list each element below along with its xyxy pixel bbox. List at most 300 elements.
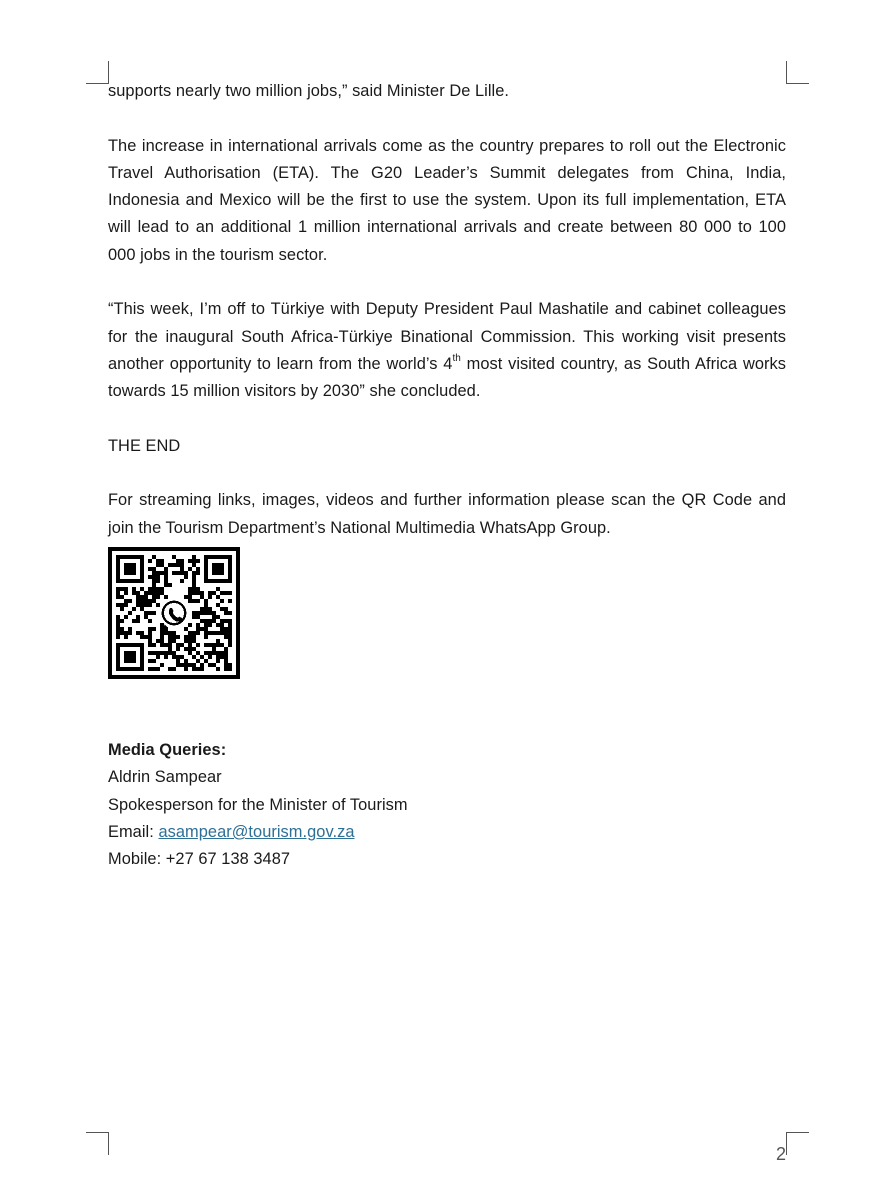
qr-module	[224, 651, 228, 655]
qr-module	[188, 595, 192, 599]
qr-module	[164, 651, 168, 655]
whatsapp-qr-code[interactable]	[108, 547, 240, 679]
qr-module	[208, 651, 212, 655]
contact-mobile: Mobile: +27 67 138 3487	[108, 850, 291, 869]
qr-module	[144, 603, 148, 607]
qr-module	[228, 591, 232, 595]
qr-module	[188, 647, 192, 651]
qr-module	[164, 595, 168, 599]
qr-module	[192, 655, 196, 659]
qr-module	[164, 643, 168, 647]
qr-module	[128, 631, 132, 635]
qr-module	[168, 667, 172, 671]
qr-module	[192, 579, 196, 583]
qr-module	[200, 607, 204, 611]
qr-module	[144, 591, 148, 595]
qr-module	[216, 659, 220, 663]
qr-module	[120, 619, 124, 623]
qr-module	[152, 567, 156, 571]
qr-module	[176, 643, 180, 647]
qr-module	[136, 603, 140, 607]
qr-module	[184, 595, 188, 599]
qr-module	[208, 607, 212, 611]
qr-module	[224, 635, 228, 639]
qr-module	[192, 571, 196, 575]
qr-module	[176, 655, 180, 659]
qr-module	[220, 599, 224, 603]
margin-mark-bottom-left	[86, 1132, 109, 1155]
qr-module	[224, 627, 228, 631]
qr-module	[180, 655, 184, 659]
qr-module	[172, 571, 176, 575]
qr-module	[120, 595, 124, 599]
qr-module	[140, 595, 144, 599]
qr-module	[144, 595, 148, 599]
qr-module	[196, 591, 200, 595]
qr-module	[180, 571, 184, 575]
qr-module	[188, 643, 192, 647]
qr-module	[224, 607, 228, 611]
qr-module	[152, 659, 156, 663]
qr-module	[188, 567, 192, 571]
qr-module	[164, 631, 168, 635]
qr-module	[216, 667, 220, 671]
qr-module	[188, 623, 192, 627]
qr-module	[224, 591, 228, 595]
qr-module	[228, 643, 232, 647]
qr-module	[160, 591, 164, 595]
qr-module	[156, 575, 160, 579]
qr-module	[228, 623, 232, 627]
qr-module	[164, 567, 168, 571]
qr-module	[228, 667, 232, 671]
qr-module	[184, 647, 188, 651]
qr-module	[164, 579, 168, 583]
qr-module	[156, 603, 160, 607]
qr-module	[160, 639, 164, 643]
paragraph-turkiye-text-1: “This week, I’m off to Türkiye with Deputy President Paul Mashatile and cabinet colleagues for the inaugural South Africa-Türkiye Binational Commission. This working visit presents another opportunity to learn from the world’s 4	[108, 300, 786, 373]
qr-module	[136, 615, 140, 619]
qr-module	[192, 631, 196, 635]
contact-name: Aldrin Sampear	[108, 768, 222, 787]
email-link[interactable]: asampear@tourism.gov.za	[158, 822, 355, 841]
qr-module	[224, 655, 228, 659]
qr-module	[192, 587, 196, 591]
qr-module	[160, 651, 164, 655]
qr-module	[152, 555, 156, 559]
media-queries-title: Media Queries:	[108, 741, 227, 760]
qr-module	[216, 631, 220, 635]
qr-module	[172, 655, 176, 659]
qr-module	[148, 619, 152, 623]
qr-module	[220, 643, 224, 647]
qr-module	[156, 563, 160, 567]
qr-module	[144, 611, 148, 615]
qr-module	[152, 611, 156, 615]
qr-module	[192, 615, 196, 619]
qr-module	[208, 611, 212, 615]
qr-module	[172, 635, 176, 639]
qr-module	[184, 659, 188, 663]
qr-module	[192, 575, 196, 579]
qr-module	[216, 655, 220, 659]
qr-module	[188, 635, 192, 639]
qr-module	[144, 615, 148, 619]
paragraph-minister-quote-end: supports nearly two million jobs,” said Minister De Lille.	[108, 82, 509, 100]
qr-module	[208, 623, 212, 627]
qr-module	[120, 627, 124, 631]
qr-module	[196, 587, 200, 591]
qr-module	[208, 619, 212, 623]
qr-module	[148, 651, 152, 655]
qr-module	[172, 639, 176, 643]
qr-module	[140, 587, 144, 591]
qr-module	[156, 655, 160, 659]
qr-module	[196, 627, 200, 631]
qr-module	[132, 591, 136, 595]
qr-module	[156, 591, 160, 595]
qr-module	[164, 575, 168, 579]
ordinal-suffix: th	[452, 352, 461, 364]
qr-module	[216, 643, 220, 647]
qr-module	[160, 559, 164, 563]
qr-module	[216, 623, 220, 627]
qr-module	[204, 631, 208, 635]
qr-module	[176, 647, 180, 651]
qr-module	[124, 591, 128, 595]
qr-module	[224, 659, 228, 663]
email-label: Email:	[108, 822, 159, 841]
margin-mark-top-left	[86, 61, 109, 84]
qr-module	[200, 611, 204, 615]
qr-module	[164, 571, 168, 575]
qr-module	[160, 587, 164, 591]
qr-module	[160, 563, 164, 567]
qr-module	[208, 595, 212, 599]
qr-module	[184, 571, 188, 575]
qr-module	[156, 579, 160, 583]
qr-module	[188, 639, 192, 643]
margin-mark-top-right	[786, 61, 809, 84]
qr-module	[152, 575, 156, 579]
qr-module	[156, 587, 160, 591]
qr-module	[172, 631, 176, 635]
paragraph-eta: The increase in international arrivals come as the country prepares to roll out the Electronic Travel Authorisation (ETA). The G20 Leader’s Summit delegates from China, India, Indonesia and Mexico will be the first to use the system. Upon its full implementation, ETA will lead to an additional 1 million international arrivals and create between 80 000 to 100 000 jobs in the tourism sector.	[108, 136, 786, 264]
qr-module	[212, 591, 216, 595]
qr-module	[212, 647, 216, 651]
qr-module	[224, 619, 228, 623]
qr-module	[184, 575, 188, 579]
qr-module	[216, 587, 220, 591]
qr-module	[220, 651, 224, 655]
qr-module	[152, 587, 156, 591]
qr-module	[176, 563, 180, 567]
qr-module	[192, 563, 196, 567]
qr-module	[192, 591, 196, 595]
qr-module	[148, 639, 152, 643]
qr-module	[144, 635, 148, 639]
qr-module	[152, 571, 156, 575]
qr-module	[200, 591, 204, 595]
qr-module	[160, 643, 164, 647]
qr-module	[148, 631, 152, 635]
qr-module	[164, 655, 168, 659]
qr-module	[196, 631, 200, 635]
qr-module	[124, 599, 128, 603]
qr-module	[132, 607, 136, 611]
qr-module	[120, 631, 124, 635]
qr-module	[160, 663, 164, 667]
qr-module	[156, 651, 160, 655]
media-queries	[108, 737, 786, 873]
qr-module	[172, 563, 176, 567]
qr-module	[176, 559, 180, 563]
document-body	[108, 78, 786, 874]
qr-module	[196, 559, 200, 563]
qr-module	[140, 631, 144, 635]
qr-module	[196, 651, 200, 655]
qr-finder-top-right	[204, 555, 232, 583]
qr-module	[188, 587, 192, 591]
qr-module	[152, 627, 156, 631]
qr-module	[188, 631, 192, 635]
qr-module	[148, 659, 152, 663]
qr-module	[152, 595, 156, 599]
qr-module	[152, 591, 156, 595]
qr-module	[180, 563, 184, 567]
qr-module	[212, 615, 216, 619]
qr-module	[136, 599, 140, 603]
qr-module	[124, 603, 128, 607]
qr-module	[208, 655, 212, 659]
qr-module	[148, 587, 152, 591]
qr-module	[196, 571, 200, 575]
qr-module	[168, 639, 172, 643]
qr-module	[156, 559, 160, 563]
qr-module	[148, 635, 152, 639]
qr-module	[152, 599, 156, 603]
qr-module	[148, 599, 152, 603]
qr-module	[148, 627, 152, 631]
qr-module	[196, 643, 200, 647]
qr-module	[148, 591, 152, 595]
qr-module	[212, 611, 216, 615]
qr-module	[200, 667, 204, 671]
paragraph-qr-instructions: For streaming links, images, videos and further information please scan the QR Code and join the Tourism Department’s National Multimedia WhatsApp Group.	[108, 491, 786, 537]
qr-module	[228, 631, 232, 635]
contact-role: Spokesperson for the Minister of Tourism	[108, 795, 408, 814]
paragraph-turkiye-text-2: most visited country, as South Africa works towards 15 million visitors by 2030” she concluded.	[108, 354, 787, 401]
qr-module	[120, 587, 124, 591]
qr-module	[116, 627, 120, 631]
qr-module	[116, 635, 120, 639]
qr-module	[136, 631, 140, 635]
qr-module	[144, 599, 148, 603]
qr-module	[124, 635, 128, 639]
qr-module	[192, 635, 196, 639]
qr-module	[228, 619, 232, 623]
qr-module	[200, 655, 204, 659]
qr-module	[212, 663, 216, 667]
qr-module	[204, 635, 208, 639]
qr-module	[220, 623, 224, 627]
qr-module	[204, 627, 208, 631]
qr-module	[220, 607, 224, 611]
qr-module	[188, 599, 192, 603]
qr-module	[156, 595, 160, 599]
qr-module	[180, 579, 184, 583]
qr-module	[192, 555, 196, 559]
page-number: 2	[776, 1144, 787, 1164]
qr-module	[184, 639, 188, 643]
qr-module	[116, 631, 120, 635]
qr-module	[220, 619, 224, 623]
qr-module	[152, 667, 156, 671]
qr-module	[176, 663, 180, 667]
qr-module	[208, 663, 212, 667]
qr-module	[228, 611, 232, 615]
qr-module	[168, 651, 172, 655]
qr-module	[224, 667, 228, 671]
qr-module	[128, 611, 132, 615]
qr-module	[180, 663, 184, 667]
qr-module	[116, 595, 120, 599]
qr-module	[168, 635, 172, 639]
qr-module	[224, 647, 228, 651]
qr-module	[156, 571, 160, 575]
qr-module	[140, 603, 144, 607]
qr-module	[220, 627, 224, 631]
qr-module	[188, 651, 192, 655]
qr-module	[184, 635, 188, 639]
qr-module	[148, 559, 152, 563]
qr-module	[168, 583, 172, 587]
qr-module	[224, 663, 228, 667]
qr-module	[204, 651, 208, 655]
qr-module	[136, 595, 140, 599]
qr-module	[196, 659, 200, 663]
qr-module	[116, 603, 120, 607]
qr-module	[152, 583, 156, 587]
qr-module	[204, 611, 208, 615]
qr-module	[208, 643, 212, 647]
qr-module	[180, 643, 184, 647]
qr-module	[176, 635, 180, 639]
qr-module	[124, 631, 128, 635]
qr-module	[168, 563, 172, 567]
qr-module	[148, 643, 152, 647]
qr-module	[204, 603, 208, 607]
qr-module	[172, 555, 176, 559]
qr-module	[168, 643, 172, 647]
qr-module	[156, 639, 160, 643]
qr-module	[204, 643, 208, 647]
qr-module	[216, 615, 220, 619]
qr-module	[160, 571, 164, 575]
qr-module	[172, 651, 176, 655]
qr-module	[140, 635, 144, 639]
qr-module	[192, 667, 196, 671]
qr-module	[220, 631, 224, 635]
qr-module	[132, 619, 136, 623]
qr-module	[116, 591, 120, 595]
qr-module	[124, 587, 128, 591]
qr-module	[160, 631, 164, 635]
qr-module	[228, 599, 232, 603]
qr-module	[228, 639, 232, 643]
qr-module	[228, 663, 232, 667]
qr-module	[192, 611, 196, 615]
qr-module	[196, 567, 200, 571]
qr-module	[116, 587, 120, 591]
qr-module	[152, 579, 156, 583]
qr-module	[180, 559, 184, 563]
qr-module	[204, 607, 208, 611]
qr-module	[188, 559, 192, 563]
qr-module	[120, 603, 124, 607]
qr-module	[196, 615, 200, 619]
qr-finder-top-left	[116, 555, 144, 583]
qr-module	[116, 619, 120, 623]
qr-module	[160, 635, 164, 639]
qr-module	[152, 651, 156, 655]
qr-module	[128, 627, 132, 631]
qr-module	[116, 623, 120, 627]
qr-module	[192, 647, 196, 651]
qr-module	[176, 659, 180, 663]
qr-module	[200, 595, 204, 599]
qr-module	[204, 619, 208, 623]
qr-module	[204, 623, 208, 627]
qr-module	[116, 615, 120, 619]
qr-module	[188, 591, 192, 595]
qr-module	[132, 587, 136, 591]
qr-module	[192, 599, 196, 603]
qr-module	[148, 667, 152, 671]
qr-module	[212, 619, 216, 623]
qr-module	[128, 599, 132, 603]
qr-module	[196, 623, 200, 627]
qr-module	[184, 627, 188, 631]
qr-module	[188, 663, 192, 667]
qr-module	[176, 571, 180, 575]
qr-module	[212, 651, 216, 655]
qr-module	[200, 627, 204, 631]
qr-module	[184, 667, 188, 671]
qr-module	[140, 599, 144, 603]
qr-module	[204, 599, 208, 603]
qr-module	[168, 631, 172, 635]
qr-module	[200, 663, 204, 667]
qr-module	[220, 655, 224, 659]
the-end-heading: THE END	[108, 436, 181, 455]
qr-module	[212, 631, 216, 635]
qr-module	[168, 647, 172, 651]
qr-module	[124, 615, 128, 619]
qr-module	[224, 611, 228, 615]
qr-module	[196, 599, 200, 603]
margin-mark-bottom-right	[786, 1132, 809, 1155]
qr-module	[136, 591, 140, 595]
paragraph-turkiye-visit	[108, 296, 786, 405]
qr-module	[140, 607, 144, 611]
qr-module	[180, 567, 184, 571]
qr-module	[204, 659, 208, 663]
qr-module	[208, 631, 212, 635]
qr-module	[172, 667, 176, 671]
qr-module	[164, 583, 168, 587]
qr-module	[192, 559, 196, 563]
